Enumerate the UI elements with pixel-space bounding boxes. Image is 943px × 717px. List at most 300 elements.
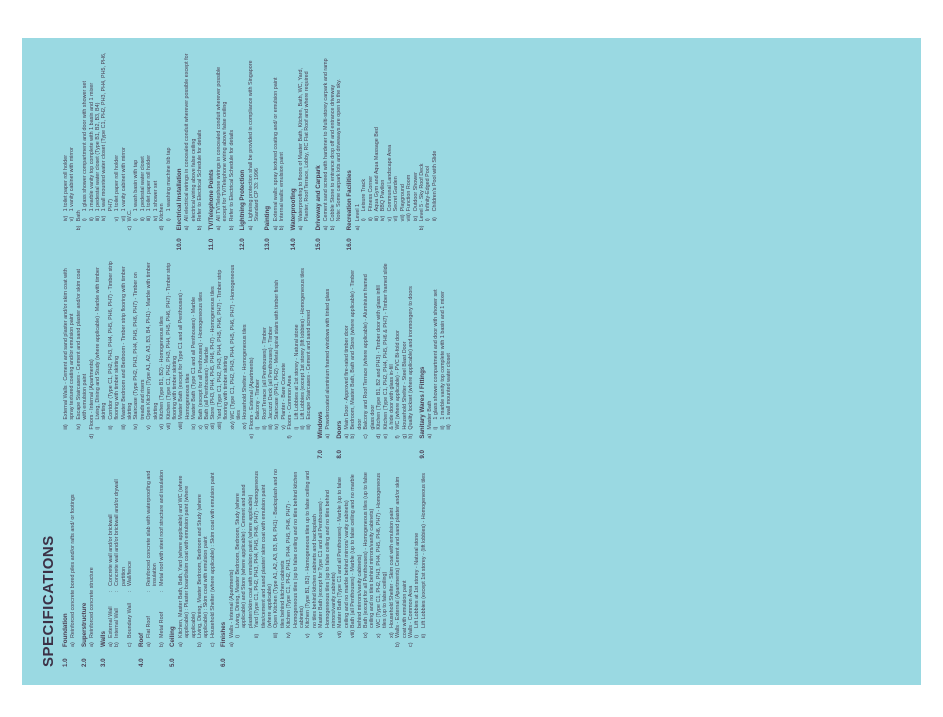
row-value: Reinforced concrete slab with waterproofing and insulation [146,470,159,586]
item-text: Balcony and Roof Terrace (where applicable) - Aluminium framed glass door [363,274,376,430]
item-label: a) [184,225,191,231]
item-label: vi) [393,215,400,222]
item-text: Refer to Electrical Schedule for details [197,129,204,222]
spec-section [420,260,453,458]
item-label: ix) [412,215,419,222]
item-text: Master Bath (Type C1 and all Penthouses) - Marble (up to false ceiling and no marble behind mirrors/ vanity cabinets) [337,476,350,628]
item-label: a) [228,642,235,647]
item-text: WC (Type C1, PH2, PH3, PH4, PH5, PH6, PH7) - Homogeneous tiles (up to false ceiling) [375,473,389,628]
item-text: Playground [399,184,406,212]
section-title: Electrical Installation [175,168,183,231]
item-label: xi) [203,423,210,430]
section-heading [101,469,107,667]
spec-item [229,52,235,230]
item-text: 1 marble vanity top complete with 1 basin and 1 mixer [439,291,446,420]
spec-subitem [178,260,191,429]
section-number: 16.0 [346,238,354,251]
section-title: Sanitary Wares / Fittings [418,366,426,439]
item-text: Internal walls: emulsion paint [279,152,286,222]
item-text: Walls - Internal (Apartments) [228,569,235,638]
item-text: Planter - Bare Concrete [280,363,287,420]
item-label: a) [108,642,115,647]
spec-item [298,52,311,230]
item-text: Jacuzzi Deck (all Penthouses) - Timber [268,326,274,420]
spec-section [318,260,332,458]
item-text: Living, Dining and Study (where applicable) - Marble with timber skirting [95,267,108,420]
spec-subitem [350,469,363,638]
item-label: c) [363,434,370,439]
spec-section [291,52,311,250]
item-label: vii) [165,422,172,430]
spec-subitem [337,469,350,638]
item-text: Level 5 - Sky Roof Deck [418,163,425,222]
item-text: Communal Landscape Area [386,144,393,212]
item-label: c) [407,642,414,647]
section-number: 9.0 [418,450,426,459]
item-text: External walls: spray textured coating and/ or emulsion paint [272,77,279,222]
spec-subitem [376,469,389,638]
spec-item [70,469,76,647]
item-label: ii) [300,425,307,430]
item-text: 1 toilet paper roll holder [146,155,153,212]
spec-item [325,260,331,438]
item-text: WC (where applicable) - PVC Bi-fold door [395,330,402,430]
item-text: 1 pedestal water closet [139,156,146,212]
section-heading [420,260,426,458]
item-text: 1 glass shower compartment and door with shower set [82,81,89,212]
item-label: iv) [75,423,82,430]
spec-subitem [254,469,273,638]
item-label: iii) [446,424,453,430]
row-key: Boundary Wall [127,603,134,638]
item-label: a) [70,642,77,647]
section-number: 2.0 [80,658,88,667]
spec-subitem [421,469,427,638]
item-label: iv) [63,215,69,222]
item-text: Kitchen (Type B1, B2) - Homogeneous tiles [159,316,166,420]
spec-subitem [166,52,172,221]
item-label: h) [408,433,415,439]
item-label: iv) [101,215,108,222]
item-label: f) [395,435,402,439]
item-label: a) [426,433,433,439]
item-label: a) [354,225,361,231]
item-label: viii) [406,213,413,222]
item-text: Living, Dining, Master Bedroom, Bedroom and Study (where applicable) : Skim coat with emulsion paint [196,494,210,638]
spec-item [210,469,216,647]
section-heading [240,52,246,250]
spec-subitem [121,260,134,429]
item-text: Bath (all Penthouses) - Marble [203,346,210,420]
item-label: i) [361,218,368,222]
item-text: 1 toilet paper roll holder [114,155,121,212]
spec-row [127,469,133,647]
item-text: Lift Lobbies at 1st storey - Natural stone [414,532,421,628]
spec-subitem [318,469,337,638]
spec-item [197,469,210,647]
item-label: i) [425,218,432,222]
spec-item [383,260,396,438]
item-text: Household Shelter - Homogeneous tiles [242,324,249,420]
item-text: Household Shelter (where applicable) : Skim coat with emulsion paint [209,472,216,638]
item-label: b) [114,642,121,647]
section-title: TV/Telephone Points [207,169,215,231]
spec-item [279,52,285,230]
item-text: Open Kitchen (Type A1, A2, A3, B3, B4, PH1) - Backsplash and no tiles behind kitchen cabinets [273,469,286,628]
item-label: iii) [95,215,102,222]
item-label: b) [197,225,204,231]
item-label: i) [95,426,102,430]
item-text: 1 glass shower compartment and door with shower set [433,289,440,420]
item-text: Secret Garden [393,176,400,212]
section-title: Recreation Facilities [346,170,354,231]
spec-subitem [305,469,318,638]
item-label: iii) [146,215,153,222]
section-heading [177,52,183,250]
item-label: c) [127,642,134,647]
row-colon: : [158,590,165,592]
item-text: Staircase (Type PH2, PH3, PH4, PH5, PH6, PH7) - Timber on treads and risers [133,272,146,420]
item-label: b) [228,225,235,231]
item-label: ii) [261,425,268,430]
item-label: b) [350,433,357,439]
item-label: c) [209,642,216,647]
item-label: ii) [439,425,446,430]
item-text: Open Kitchen (Type A1, A2, A3, B3, B4, PH1) - Marble with timber skirting [146,262,159,420]
item-text: Cobble Stone to entrance drop off and entrance driveway [329,84,336,222]
spec-item [350,260,363,438]
section-number: 7.0 [316,450,324,459]
section-title: Windows [316,411,324,439]
section-title: Ceiling [169,626,177,647]
row-colon: : [146,590,153,592]
spec-subitem [446,260,452,429]
item-label: a) [272,225,279,231]
section-title: Walls [99,631,107,647]
item-label: iii) [63,424,69,430]
section-heading [291,52,297,250]
section-number: 8.0 [335,450,343,459]
column-1 [63,469,458,667]
section-title: Doors [335,420,343,439]
item-label: i) [414,635,421,638]
item-label: ix) [363,632,370,638]
section-heading [170,469,176,667]
item-label: a) [215,225,222,231]
row-colon: : [127,590,134,592]
item-text: All electrical wirings in concealed conduit wherever possible except for electrical wiring above false ceiling [184,53,197,222]
section-heading [337,260,343,458]
item-label: b) [279,225,286,231]
spec-item [197,52,203,230]
section-title: Finishes [220,621,228,647]
item-label: x) [375,633,382,638]
section-number: 14.0 [289,238,297,251]
row-key: External Wall [108,606,115,638]
item-text: 1 wall mounted water closet [446,353,453,420]
item-text: Kitchen (Type C1, PH2, PH3, PH4, PH5, PH6, PH7) - Homogeneous tiles (up to false ceiling and no tiles behind kitchen cabinets) [286,471,305,628]
spec-item [178,469,197,647]
item-label: ii) [107,425,114,430]
item-text: Staircase (PH1, PH2) - Metal spiral stairs with timber finish [274,279,281,420]
item-label: a) [325,433,332,439]
item-text: Bath (except for all Penthouses) - Homogeneous tiles (up to false ceiling and no tiles behind mirrors/vanity cabinets) [363,472,376,628]
item-text: Master Bedroom and Bedroom - Timber strip flooring with timber skirting [120,266,134,420]
item-label: iii) [120,424,127,430]
item-label: i) [234,635,241,638]
item-text: Kitchen [159,203,166,222]
spec-row [114,469,127,647]
item-text: Yard (Type C1, PH2, PH3, PH4, PH5, PH6, PH7) - Timber strip flooring with timber skirting [216,269,230,420]
item-label: vii) [337,631,344,638]
row-value: Concrete wall and/or brickwall [108,514,115,586]
rotated-page [22,38,921,685]
item-text: 1 toilet paper roll holder [63,155,69,212]
item-text: Walls - External (Apartments) Cement and sand plaster and/or skim coat with emulsion paint [395,476,408,638]
item-text: Store (PH3, PH4, PH5, PH6, PH7) - Homogeneous tiles [210,286,217,420]
item-text: 1 shower set [152,180,159,212]
item-text: Yard (Type C1, PH2, PH3, PH4, PH5, PH6, PH7) - Homogeneous tiles/cement and sand plaster/ skim coat with emulsion paint (where applicable) [254,471,273,628]
spec-section [170,469,216,667]
item-text: Function Room [406,174,413,212]
item-label: a) [89,642,96,647]
spec-item [363,260,376,438]
item-text: Household Shelter - Skim coat with emulsion paint [388,507,395,628]
spec-section [63,260,313,458]
item-text: Master Bath (Type C1 and all Penthouses) - Marble [191,296,198,420]
spec-subitem [363,469,376,638]
spec-section [316,52,343,250]
item-label: a) [146,642,153,647]
item-text: Kitchen (Type C1, PH2, PH3, PH4, PH5, PH6, PH7) - Timber strip flooring with timber skirting [165,262,178,420]
item-text: Master Bath [426,400,433,430]
item-label: ix) [191,423,198,430]
item-text: Children's Pool with Slide [431,150,438,212]
spec-sheet [22,38,921,685]
item-text: Walls - Common Area [407,585,414,638]
spec-section [63,52,172,250]
item-label: a) [323,225,330,231]
item-label: v) [280,425,287,430]
item-text: 1 wall mounted water closet (Type C1, PH2, PH3, PH4, PH5, PH6, PH7) [101,52,114,212]
item-label: iii) [268,424,274,430]
item-label: iii) [306,424,313,430]
item-text: External Walls - Cement and sand plaster and/or skim coat with spray textured coating and/or emulsion paint [63,268,76,420]
row-key: Metal Roof [158,611,165,638]
spec-subitem [133,260,146,429]
item-text: Refer to Electrical Schedule for details [228,129,235,222]
section-heading [265,52,271,250]
spec-section [177,52,204,250]
spec-row [146,469,159,647]
spec-item [248,52,261,230]
item-label: e) [382,433,389,439]
section-heading [347,52,353,250]
item-label: viii) [178,421,185,430]
item-text: Kitchen (Type B1, B2) - Homogeneous tiles up to false ceiling and no tiles behind kitchen cabinets and backsplash [305,470,318,628]
row-value: Concrete wall and/or brickwall and/or drywall partition [114,479,127,586]
item-label: i) [133,218,140,222]
spec-section [347,52,438,250]
item-label: xv) [242,422,249,430]
item-text: Lift Lobbies at 1st storey - Natural stone [293,324,300,420]
spec-item [336,52,342,230]
row-key: Flat Roof [146,616,153,638]
item-label: e) [248,433,255,439]
item-text: 1 pedestal water closet (Type B1, B2, B3, B4) [95,102,102,212]
item-label: xii) [210,422,217,430]
section-number: 10.0 [175,238,183,251]
row-value: Metal roof with steel roof structure and insulation [158,470,165,586]
item-label: ii) [139,217,146,222]
spec-item [216,52,229,230]
spec-subitem [101,52,114,221]
item-label: ii) [367,217,374,222]
item-label: b) [329,225,336,231]
item-label: ii) [88,217,95,222]
item-label: iii) [374,215,381,222]
item-label: v) [114,216,121,222]
spec-subitem [217,260,230,429]
section-heading [82,469,88,667]
item-text: Note: Some carpark lots and driveways are open to the sky. [336,79,343,222]
section-number: 11.0 [207,238,215,251]
row-colon: : [114,590,121,592]
item-text: WC (Type C1, PH2, PH3, PH4, PH5, PH6, PH7) - Homogeneous tiles [229,264,242,420]
item-label: xiv) [229,421,236,430]
spec-item [395,469,408,647]
item-label: d) [376,433,383,439]
item-text: Cement sand screed with hardener to Multi-storey carpark and ramp [323,58,330,222]
item-label: vi) [318,632,325,638]
item-text: Kitchen (Type B1, B2 and PH3) - Timber door with glass infill [376,285,383,430]
spec-subitem [95,260,108,429]
spec-section [221,469,427,667]
item-text: 1 vanity cabinet with mirror [69,147,76,212]
item-label: v) [69,216,76,222]
item-label: b) [196,642,203,647]
item-text: Living, Dining, Master Bedroom, Bedroom, Study (where applicable) and Store (where applicable) : Cement and sand plaster/skim coat with emulsion paint (where applicable) [234,484,254,628]
item-text: Floors - Common Area [287,375,294,430]
item-label: b) [75,225,82,231]
section-number: 6.0 [220,658,228,667]
item-text: Reinforced concrete bored piles and/or rafts and/ or footings [70,494,77,638]
item-text: W.C. [127,209,134,222]
item-label: iv) [274,423,281,430]
section-number: 13.0 [264,238,272,251]
section-title: Foundation [62,613,69,647]
item-label: x) [197,425,204,430]
spec-subitem [63,260,76,429]
spec-subitem [306,260,312,429]
item-label: i) [433,426,440,430]
spec-row [159,469,165,647]
item-label: iv) [152,215,159,222]
item-text: Escape Staircases - Cement and sand screed [306,310,313,420]
item-text: Bath (except for all Penthouses) - Homogeneous tiles [197,292,204,420]
item-text: Level 1 [354,203,361,222]
section-heading [221,469,227,667]
section-heading [318,260,324,458]
section-title: Superstructure [80,602,88,647]
row-key: Internal Wall [114,608,121,638]
section-heading [316,52,322,250]
item-text: Master Bath (except for Type C1 and all Penthouses) - Homogeneous tiles [178,289,191,420]
spec-subitem [235,469,254,638]
item-text: 1 washing machine bib tap [165,147,172,212]
item-label: xiii) [216,421,223,430]
item-text: Kitchen (Type C1, PH2, PH4, PH5, PH6 & PH7) - Timber framed slide & hide door with glass in-fill [382,263,395,430]
section-number: 1.0 [62,658,69,667]
item-text: Household Shelter - Steel Blast Door [401,341,408,430]
item-text: Lift Lobbies (except 1st storey - (lift lobbies) - Homogeneous tiles [420,473,427,628]
item-text: Escape Staircases - Cement and sand plaster and/or skim coat with emulsion paint [75,268,89,420]
section-title: Painting [264,205,272,231]
item-label: i) [293,426,300,430]
section-title: Waterproofing [289,188,297,231]
item-text: Reinforced concrete structure [89,567,96,638]
item-label: f) [287,435,294,439]
spec-subitem [230,260,243,429]
spec-subitem [273,469,286,638]
item-text: BBQ Pavilion [380,179,387,212]
item-label: ii) [420,633,427,638]
spec-item [89,469,95,647]
item-text: Fitness Corner [367,175,374,212]
item-label: xi) [388,632,395,638]
item-label: iv) [380,215,387,222]
item-label: iv) [286,632,293,638]
item-text: Bedroom, Master Bath, Bath and Store (where applicable) - Timber door [350,269,363,430]
item-text: Powdercoated aluminium framed windows with tinted glass [325,288,332,430]
item-label: a) [177,642,184,647]
section-heading [209,52,215,250]
item-label: d) [159,225,166,231]
spec-section [82,469,96,667]
item-text: Master Bath (except for Type C1 and all Penthouses) - Homogeneous tiles (up to false ceiling and no tiles behind mirrors/vanity cabinets) [318,490,338,628]
item-text: Lightning protection shall be provided in compliance with Singapore Standard CP 33: 1996 [247,60,260,222]
item-label: c) [127,225,134,231]
spec-subitem [432,52,438,221]
item-text: Lift Lobbies (except 1st storey (lift lobbies) - Homogeneous tiles [300,268,307,420]
spec-section [265,52,285,250]
item-label: vi) [159,423,166,430]
section-heading [63,469,69,667]
item-label: vii) [399,214,406,222]
item-text: Floors - Internal (Apartments) [88,359,95,430]
spec-subitem [166,260,179,429]
spec-subitem [146,260,159,429]
item-label: a) [344,433,351,439]
item-label: i) [255,426,262,430]
item-label: b) [418,225,425,231]
item-label: a) [247,225,254,231]
item-label: v) [386,216,393,222]
item-label: d) [88,433,95,439]
item-text: Balcony - Timber [255,379,262,420]
spec-section [63,469,77,667]
item-text: Outdoor Shower [412,172,419,212]
item-text: All TV/Telephone wirings in concealed conduit wherever possible except for TV/Telephone wiring above false ceiling [215,66,229,222]
section-title: Driveway and Carpark [314,165,322,231]
item-text: Bath (all Penthouses) - Marble (up to false ceiling and no marble behind mirrors/vanity cabinets) [350,474,363,628]
item-label [336,221,342,230]
item-text: Corridor (Type C1, PH2, PH3, PH4, PH5, PH6, PH7) - Timber strip flooring with timber skirting [107,261,121,420]
spec-section [139,469,166,667]
section-number: 12.0 [239,238,247,251]
item-label: ii) [431,217,438,222]
item-text: Leisure Track [361,178,368,212]
